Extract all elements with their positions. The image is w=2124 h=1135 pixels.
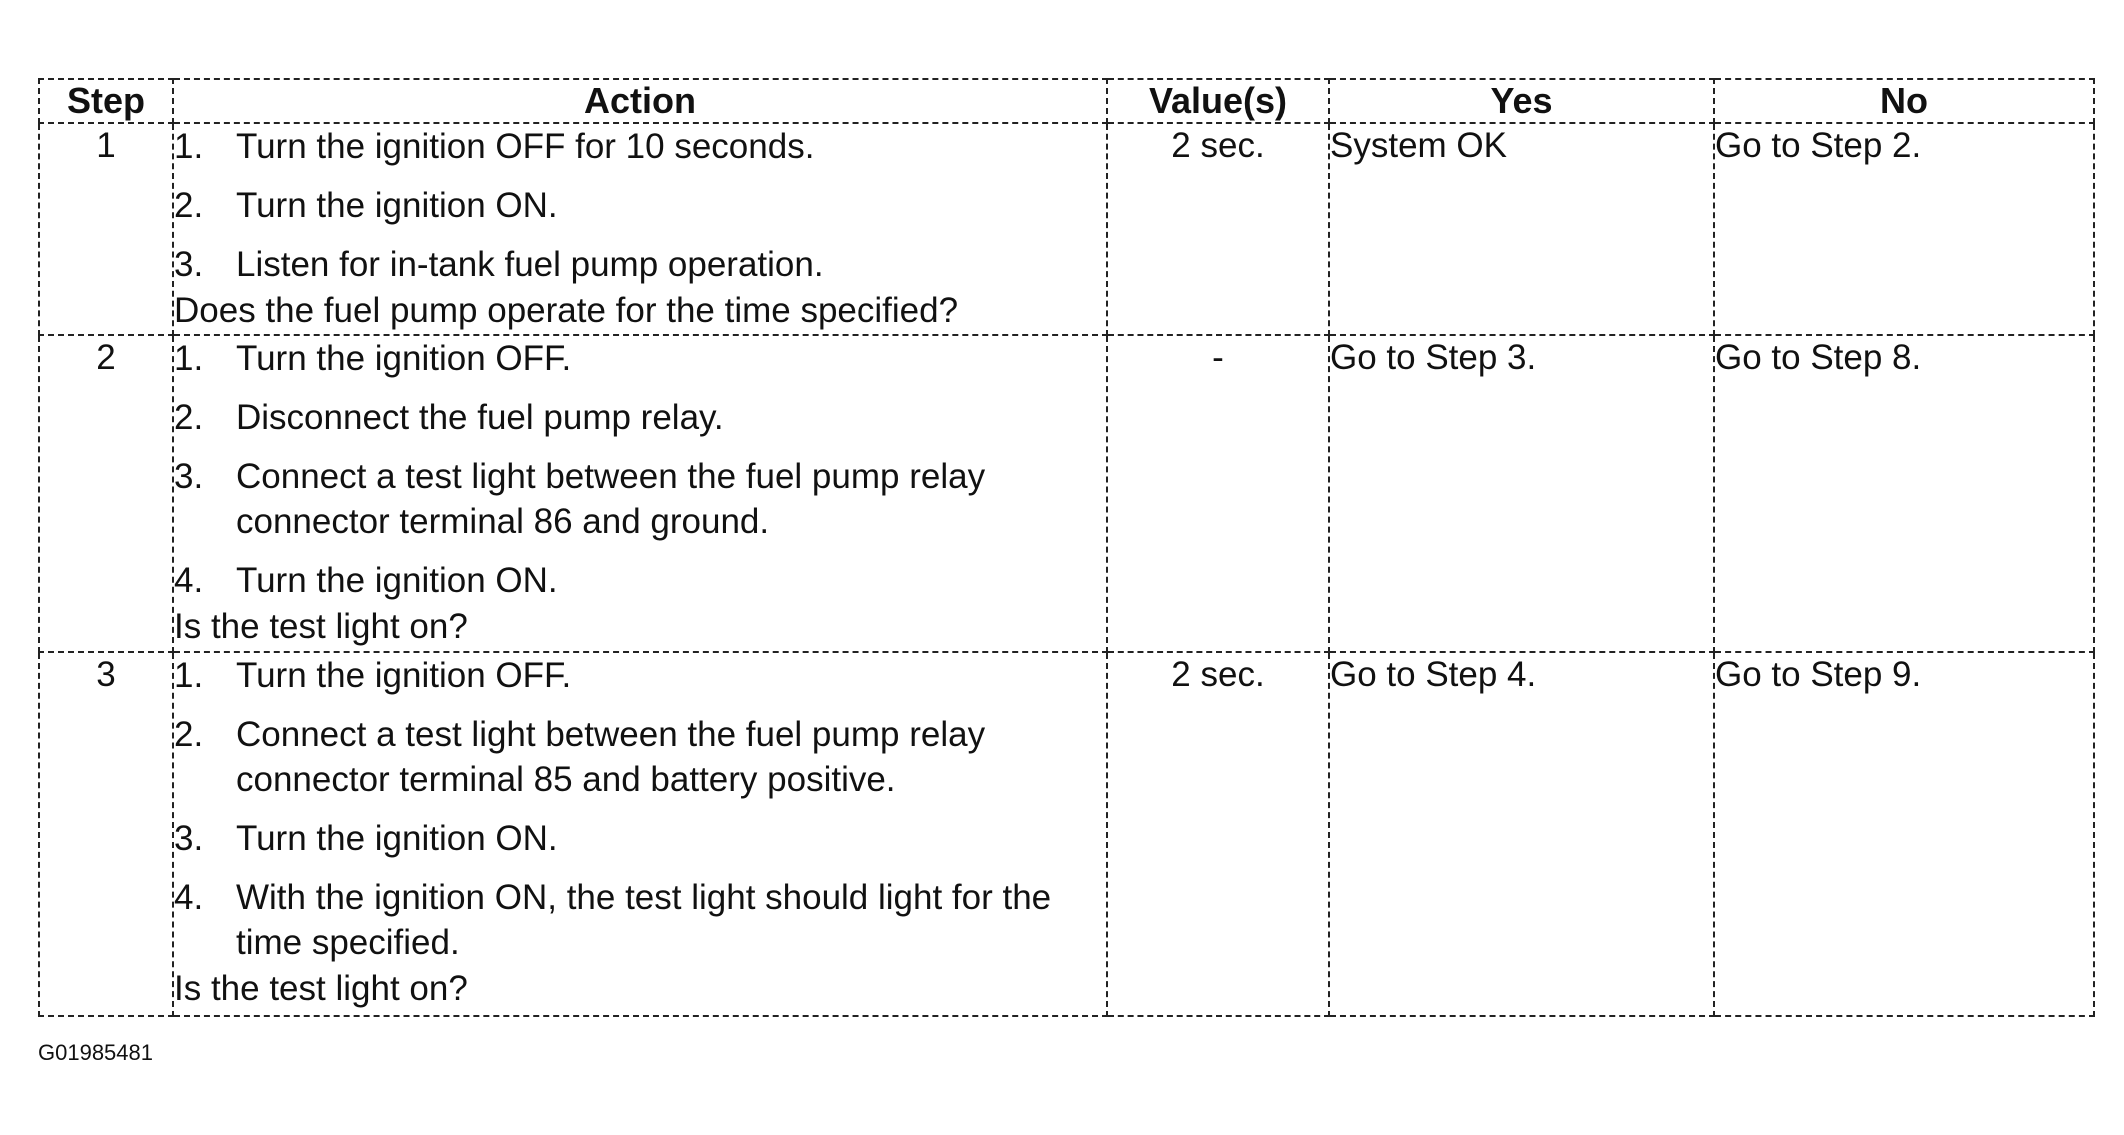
diagnostic-table xyxy=(38,78,2095,1017)
step-number: 3 xyxy=(39,652,173,1016)
action-item-number: 3. xyxy=(174,245,204,284)
action-item-text: With the ignition ON, the test light should light for the time specified. xyxy=(236,878,1052,962)
no-cell: Go to Step 2. xyxy=(1714,123,2094,335)
action-item xyxy=(174,875,1106,965)
header-step: Step xyxy=(39,79,173,123)
action-item xyxy=(174,653,1106,698)
action-item xyxy=(174,558,1106,603)
action-cell xyxy=(173,123,1107,335)
action-item xyxy=(174,336,1106,381)
no-cell: Go to Step 8. xyxy=(1714,335,2094,652)
header-no: No xyxy=(1714,79,2094,123)
action-item xyxy=(174,124,1106,169)
action-item-number: 1. xyxy=(174,127,204,166)
table-row xyxy=(39,652,2094,1016)
action-item-number: 2. xyxy=(174,715,204,754)
action-item-text: Listen for in-tank fuel pump operation. xyxy=(236,245,824,284)
diagnostic-table-container xyxy=(38,78,2093,1017)
action-question: Does the fuel pump operate for the time specified? xyxy=(174,291,959,330)
action-item-text: Turn the ignition ON. xyxy=(236,819,558,858)
header-values: Value(s) xyxy=(1107,79,1329,123)
value-cell: - xyxy=(1107,335,1329,652)
action-item-text: Connect a test light between the fuel pump relay connector terminal 85 and battery positive. xyxy=(236,715,986,799)
figure-id: G01985481 xyxy=(38,1040,153,1065)
step-number: 1 xyxy=(39,123,173,335)
action-item-number: 1. xyxy=(174,339,204,378)
value-cell: 2 sec. xyxy=(1107,123,1329,335)
action-item-text: Turn the ignition OFF. xyxy=(236,656,572,695)
action-item-text: Disconnect the fuel pump relay. xyxy=(236,398,724,437)
yes-cell: System OK xyxy=(1329,123,1714,335)
action-cell xyxy=(173,652,1107,1016)
yes-cell: Go to Step 3. xyxy=(1329,335,1714,652)
action-item-number: 4. xyxy=(174,561,204,600)
action-item xyxy=(174,816,1106,861)
header-action: Action xyxy=(173,79,1107,123)
action-item-text: Turn the ignition ON. xyxy=(236,186,558,225)
no-cell: Go to Step 9. xyxy=(1714,652,2094,1016)
action-item-number: 2. xyxy=(174,186,204,225)
action-item-text: Turn the ignition ON. xyxy=(236,561,558,600)
action-item xyxy=(174,242,1106,287)
yes-cell: Go to Step 4. xyxy=(1329,652,1714,1016)
action-item xyxy=(174,454,1106,544)
action-item-number: 1. xyxy=(174,656,204,695)
action-item xyxy=(174,395,1106,440)
action-item xyxy=(174,712,1106,802)
action-question: Is the test light on? xyxy=(174,607,468,646)
table-row xyxy=(39,123,2094,335)
action-item xyxy=(174,183,1106,228)
action-item-number: 3. xyxy=(174,457,204,496)
action-item-text: Turn the ignition OFF. xyxy=(236,339,572,378)
action-question: Is the test light on? xyxy=(174,969,468,1008)
value-cell: 2 sec. xyxy=(1107,652,1329,1016)
action-item-number: 2. xyxy=(174,398,204,437)
action-item-number: 4. xyxy=(174,878,204,917)
header-yes: Yes xyxy=(1329,79,1714,123)
action-item-text: Turn the ignition OFF for 10 seconds. xyxy=(236,127,815,166)
header-row xyxy=(39,79,2094,123)
step-number: 2 xyxy=(39,335,173,652)
action-item-number: 3. xyxy=(174,819,204,858)
table-row xyxy=(39,335,2094,652)
action-cell xyxy=(173,335,1107,652)
action-item-text: Connect a test light between the fuel pump relay connector terminal 86 and ground. xyxy=(236,457,986,541)
